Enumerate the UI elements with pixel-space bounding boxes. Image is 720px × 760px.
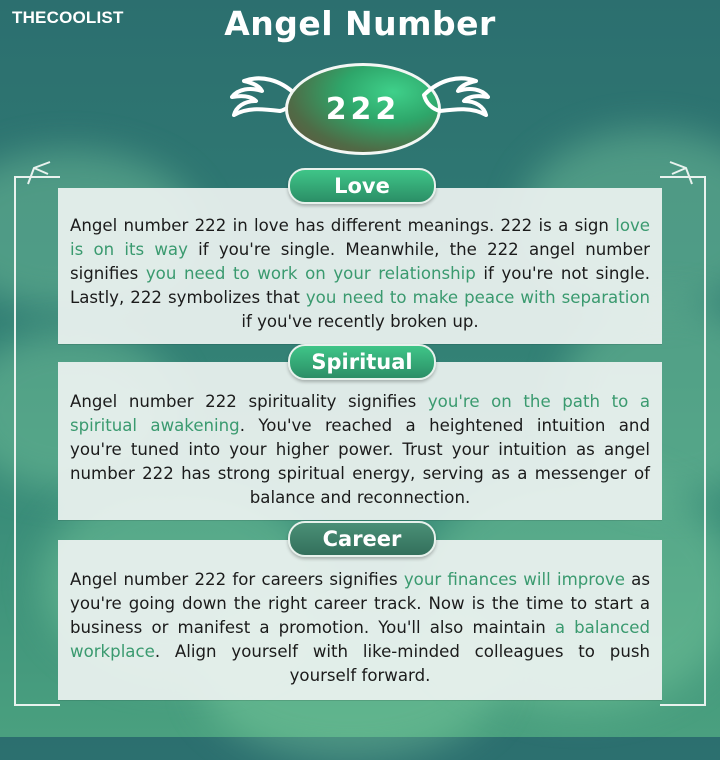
spiritual-label: Spiritual — [288, 344, 436, 380]
spiritual-panel — [58, 362, 662, 520]
career-panel — [58, 540, 662, 700]
love-text: Angel number 222 in love has different meanings. 222 is a sign love is on its way if you're single. Meanwhile, the 222 angel number signifies you need to work on your relationship if you're not single. Lastly, 222 symbolizes that you need to make peace with separation if you've recently broken up. — [70, 216, 651, 331]
highlight-text: a balanced workplace — [70, 618, 650, 661]
spiritual-text: Angel number 222 spirituality signifies you're on the path to a spiritual awakening. You've reached a heightened intuition and you're tuned into your higher power. Trust your intuition as angel number 222 has strong spiritual energy, serving as a messenger of balance and reconnection. — [70, 392, 651, 507]
highlight-text: love is on its way — [70, 216, 650, 259]
highlight-text: you need to work on your relationship — [145, 264, 476, 283]
career-text: Angel number 222 for careers signifies your finances will improve as you're going down the right career track. Now is the time to start a business or manifest a promotion. You'll also maintain a balanced workplace. Align yourself with like-minded colleagues to push yourself forward. — [70, 570, 650, 685]
right-wing-icon — [420, 65, 490, 135]
career-label: Career — [288, 521, 436, 557]
love-label: Love — [288, 168, 436, 204]
horn-icon — [662, 158, 696, 188]
badge-oval — [285, 63, 441, 155]
love-panel — [58, 188, 662, 344]
badge-number: 222 — [325, 91, 401, 127]
page-title: Angel Number — [224, 4, 496, 43]
highlight-text: your finances will improve — [403, 570, 625, 589]
highlight-text: you need to make peace with separation — [305, 288, 650, 307]
horn-icon — [24, 158, 58, 188]
brand-logo: THECOOLIST — [12, 8, 124, 27]
highlight-text: you're on the path to a spiritual awakening — [70, 392, 651, 435]
number-badge — [230, 55, 490, 155]
